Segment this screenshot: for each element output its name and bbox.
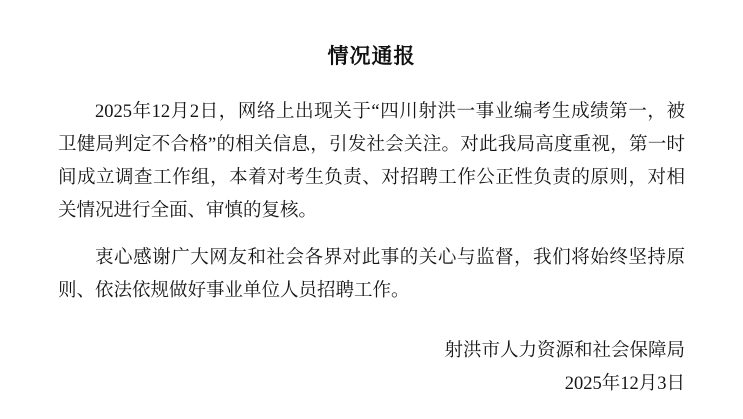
body-paragraph-1: 2025年12月2日，网络上出现关于“四川射洪一事业编考生成绩第一，被卫健局判定不合格”的相关信息，引发社会关注。对此我局高度重视，第一时间成立调查工作组，本着对考生负责、对招聘工作公正性负责的原则，对相关情况进行全面、审慎的复核。: [58, 102, 685, 221]
signature-issuer: 射洪市人力资源和社会保障局: [444, 341, 685, 361]
signature-block: [444, 335, 685, 401]
body-paragraph-2: 衷心感谢广大网友和社会各界对此事的关心与监督，我们将始终坚持原则、依法依规做好事业单位人员招聘工作。: [58, 248, 685, 301]
signature-date: 2025年12月3日: [564, 374, 685, 394]
page-title: 情况通报: [327, 44, 416, 68]
document-body: [58, 96, 685, 308]
